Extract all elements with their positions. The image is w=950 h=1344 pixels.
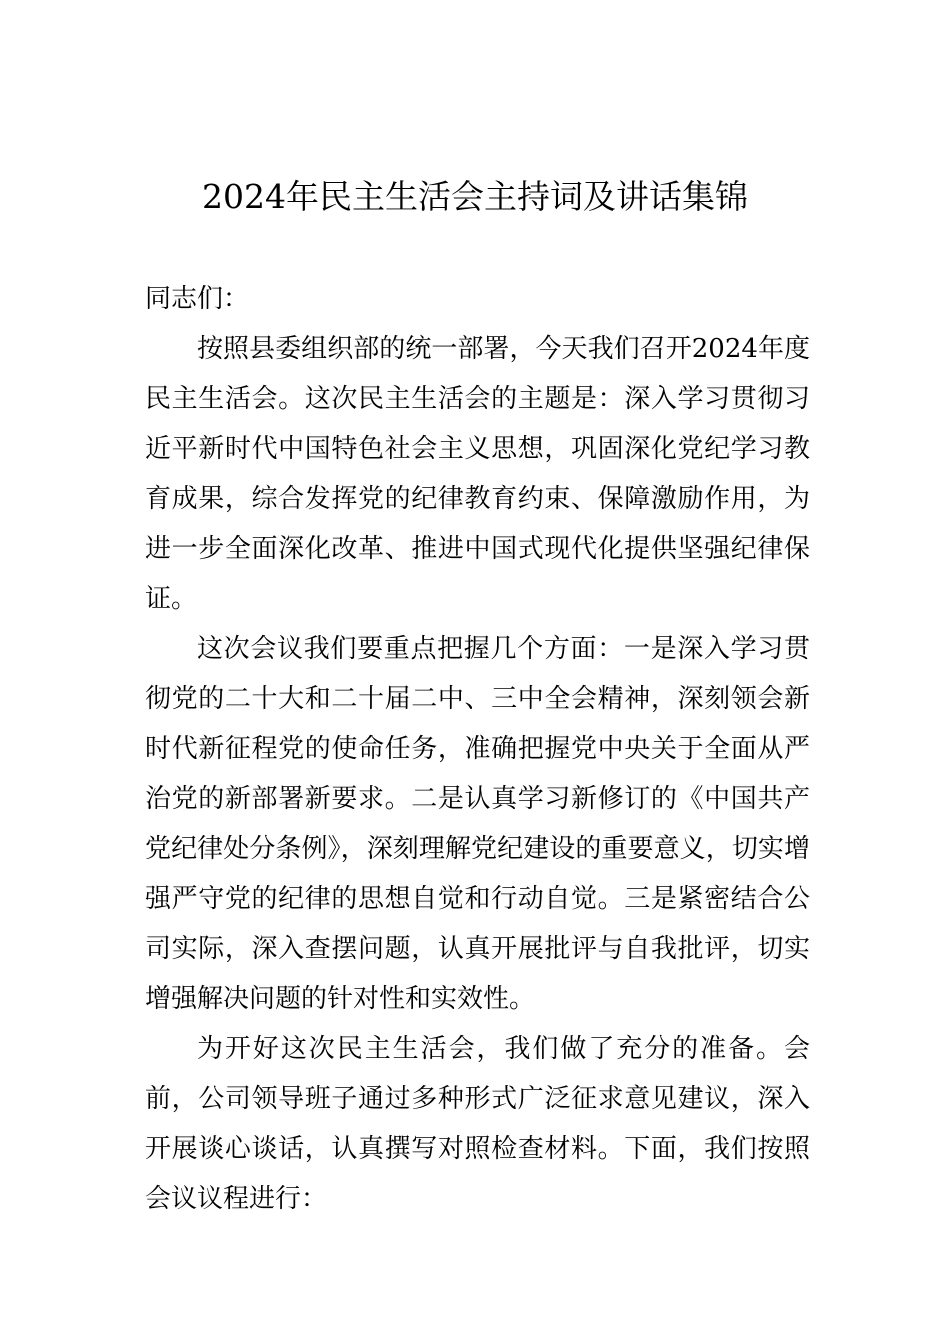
paragraph-preparation: 为开好这次民主生活会，我们做了充分的准备。会前，公司领导班子通过多种形式广泛征求意见建议，深入开展谈心谈话，认真撰写对照检查材料。下面，我们按照会议议程进行： xyxy=(145,1034,810,1214)
document-body xyxy=(145,274,810,1224)
document-title: 2024年民主生活会主持词及讲话集锦 xyxy=(202,177,748,216)
paragraph-key-points: 这次会议我们要重点把握几个方面：一是深入学习贯彻党的二十大和二十届二中、三中全会精神，深刻领会新时代新征程党的使命任务，准确把握党中央关于全面从严治党的新部署新要求。二是认真学习新修订的《中国共产党纪律处分条例》，深刻理解党纪建设的重要意义，切实增强严守党的纪律的思想自觉和行动自觉。三是紧密结合公司实际，深入查摆问题，认真开展批评与自我批评，切实增强解决问题的针对性和实效性。 xyxy=(145,634,810,1014)
salutation: 同志们： xyxy=(145,284,250,314)
paragraph-opening: 按照县委组织部的统一部署，今天我们召开2024年度民主生活会。这次民主生活会的主题是：深入学习贯彻习近平新时代中国特色社会主义思想，巩固深化党纪学习教育成果，综合发挥党的纪律教育约束、保障激励作用，为进一步全面深化改革、推进中国式现代化提供坚强纪律保证。 xyxy=(145,334,810,614)
